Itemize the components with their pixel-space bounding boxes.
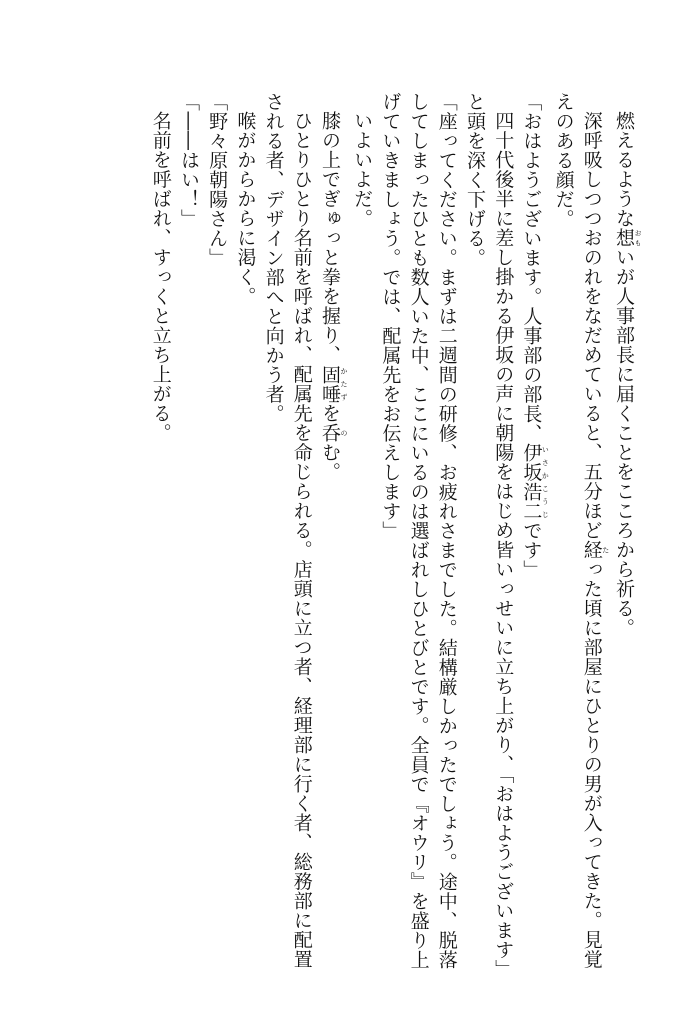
ruby-base-text: 固唾 (318, 364, 341, 404)
narration-paragraph (231, 92, 259, 972)
text-segment: です」 (520, 521, 543, 580)
text-segment: 四十代後半に差し掛かる伊坂の声に朝陽をはじめ皆いっせいに立ち上がり、「おはようございます」と頭を深く下げる。 (463, 92, 515, 970)
furigana-ruby (520, 443, 550, 521)
dialogue-paragraph (175, 92, 203, 972)
furigana-ruby (318, 364, 348, 404)
ruby-reading-text: た (601, 540, 610, 560)
ruby-reading-text: かたず (339, 364, 348, 404)
furigana-ruby (318, 423, 348, 443)
ruby-base-text: 呑 (318, 423, 341, 443)
ruby-reading-text: の (339, 423, 348, 443)
furigana-ruby (613, 228, 642, 248)
narration-paragraph (348, 92, 376, 972)
text-segment: 燃えるような (613, 111, 635, 228)
text-segment: 「座ってください。まずは二週間の研修、お疲れさまでした。結構厳しかったでしょう。途中、脱落してしまったひとも数人いた中、ここにいるのは選ばれしひとびとです。全員で『オウリ』を盛り上げていきましょう。では、配属先をお伝えします」 (379, 92, 458, 970)
text-segment: ひとりひとり名前を呼ばれ、配属先を命じられる。店頭に立つ者、経理部に行く者、総務部に配置される者、デザイン部へと向かう者。 (262, 92, 313, 969)
narration-paragraph (461, 92, 517, 972)
text-segment: 「おはようございます。人事部の部長、 (520, 92, 543, 443)
narration-paragraph (610, 92, 642, 972)
text-segment: 「――はい！」 (177, 92, 200, 229)
text-segment: 膝の上でぎゅっと拳を握り、 (318, 111, 341, 365)
text-segment: を (318, 403, 341, 423)
text-segment: 名前を呼ばれ、すっくと立ち上がる。 (149, 111, 172, 443)
ruby-reading-text: いさかこうじ (541, 443, 550, 521)
ruby-base-text: 伊坂浩二 (520, 443, 543, 521)
vertical-text-body (147, 92, 642, 972)
ruby-base-text: 想 (613, 228, 635, 248)
text-segment: 喉がからからに渇く。 (234, 111, 257, 306)
text-segment: った頃に部屋にひとりの男が入ってきた。見覚えのある顔だ。 (552, 92, 603, 969)
furigana-ruby (580, 540, 610, 560)
ruby-base-text: 経 (580, 540, 603, 560)
dialogue-paragraph (203, 92, 231, 972)
narration-paragraph (316, 92, 348, 972)
dialogue-paragraph (376, 92, 461, 972)
narration-paragraph (259, 92, 315, 972)
ruby-reading-text: おも (634, 228, 642, 248)
text-segment: いよいよだ。 (351, 111, 374, 228)
text-segment: 深呼吸しつつおのれをなだめていると、五分ほど (580, 111, 603, 540)
text-segment: いが人事部長に届くことをこころから祈る。 (613, 247, 635, 638)
text-segment: む。 (318, 442, 341, 482)
narration-paragraph (549, 92, 609, 972)
dialogue-paragraph (517, 92, 549, 972)
narration-paragraph (147, 92, 175, 972)
text-segment: 「野々原朝陽さん」 (206, 92, 229, 268)
